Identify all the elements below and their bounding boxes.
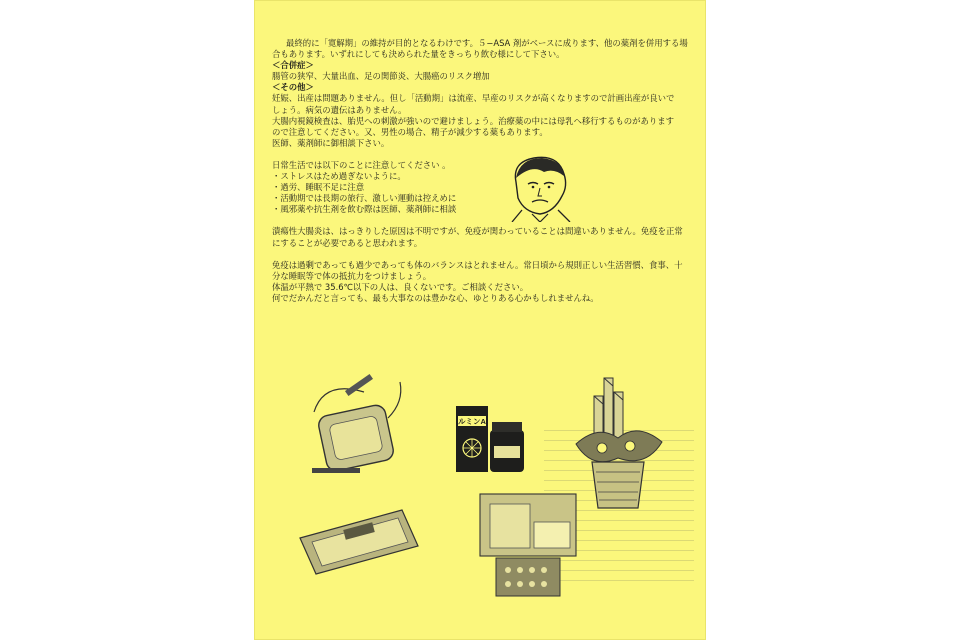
paragraph-immunity: 免疫は過剰であっても過少であっても体のバランスはとれません。常日頃から規則正しい生活習慣、食事、十分な睡眠等で体の抵抗力をつけましょう。 <box>272 259 683 281</box>
paragraph-daily-life: 日常生活では以下のことに注意してください 。 <box>272 159 451 170</box>
bullet-overwork: ・過労、睡眠不足に注意 <box>272 182 365 193</box>
paragraph-complications: 腸管の狭窄、大量出血、足の関節炎、大腸癌のリスク増加 <box>272 71 490 82</box>
product-box-illustration <box>294 502 422 582</box>
paragraph-consult: 医師、薬剤師に御相談下さい。 <box>272 137 390 148</box>
document-page <box>254 0 706 640</box>
paragraph-endoscopy: 大腸内視鏡検査は、胎児への刺激が強いので避けましょう。治療薬の中には母乳へ移行するものがありますので注意してください。又、男性の場合、精子が減少する薬もあります。 <box>272 115 674 137</box>
body-text <box>272 38 690 304</box>
heading-complications: ＜合併症＞ <box>272 60 314 71</box>
supplement-package-illustration <box>476 492 580 602</box>
kadomatsu-illustration <box>568 376 668 526</box>
bullet-stress: ・ストレスはため過ぎないように。 <box>272 171 406 182</box>
paragraph-closing: 何でだかんだと言っても、最も大事なのは豊かな心、ゆとりある心かもしれませんね。 <box>272 292 599 303</box>
paragraph-maintenance: 最終的に「寛解期」の維持が目的となるわけです。５−ASA 剤がベースに成ります、他の薬剤を併用する場合もあります。いずれにしても決められた量をきっちり飲む様にして下さい。 <box>272 38 688 60</box>
paragraph-temperature: 体温が平熱で 35.6℃以下の人は、良くないです。ご相談ください。 <box>272 281 529 292</box>
paragraph-pregnancy: 妊娠、出産は問題ありません。但し「活動期」は流産、早産のリスクが高くなりますので計画出産が良いでしょう。病気の遺伝はありません。 <box>272 93 675 115</box>
bullet-travel: ・活動期では長期の旅行、激しい運動は控えめに <box>272 193 457 204</box>
heading-other: ＜その他＞ <box>272 82 314 93</box>
product-label: ルミンA <box>458 417 486 426</box>
bullet-cold-medicine: ・風邪薬や抗生剤を飲む際は医師、薬剤師に相談 <box>272 204 457 215</box>
heating-pad-illustration <box>304 372 414 482</box>
caricature-illustration <box>502 152 580 222</box>
medicine-bottle-illustration <box>454 400 526 480</box>
paragraph-cause: 潰瘍性大腸炎は、はっきりした原因は不明ですが、免疫が関わっていることは間違いありません。免疫を正常にすることが必要であると思われます。 <box>272 226 683 248</box>
